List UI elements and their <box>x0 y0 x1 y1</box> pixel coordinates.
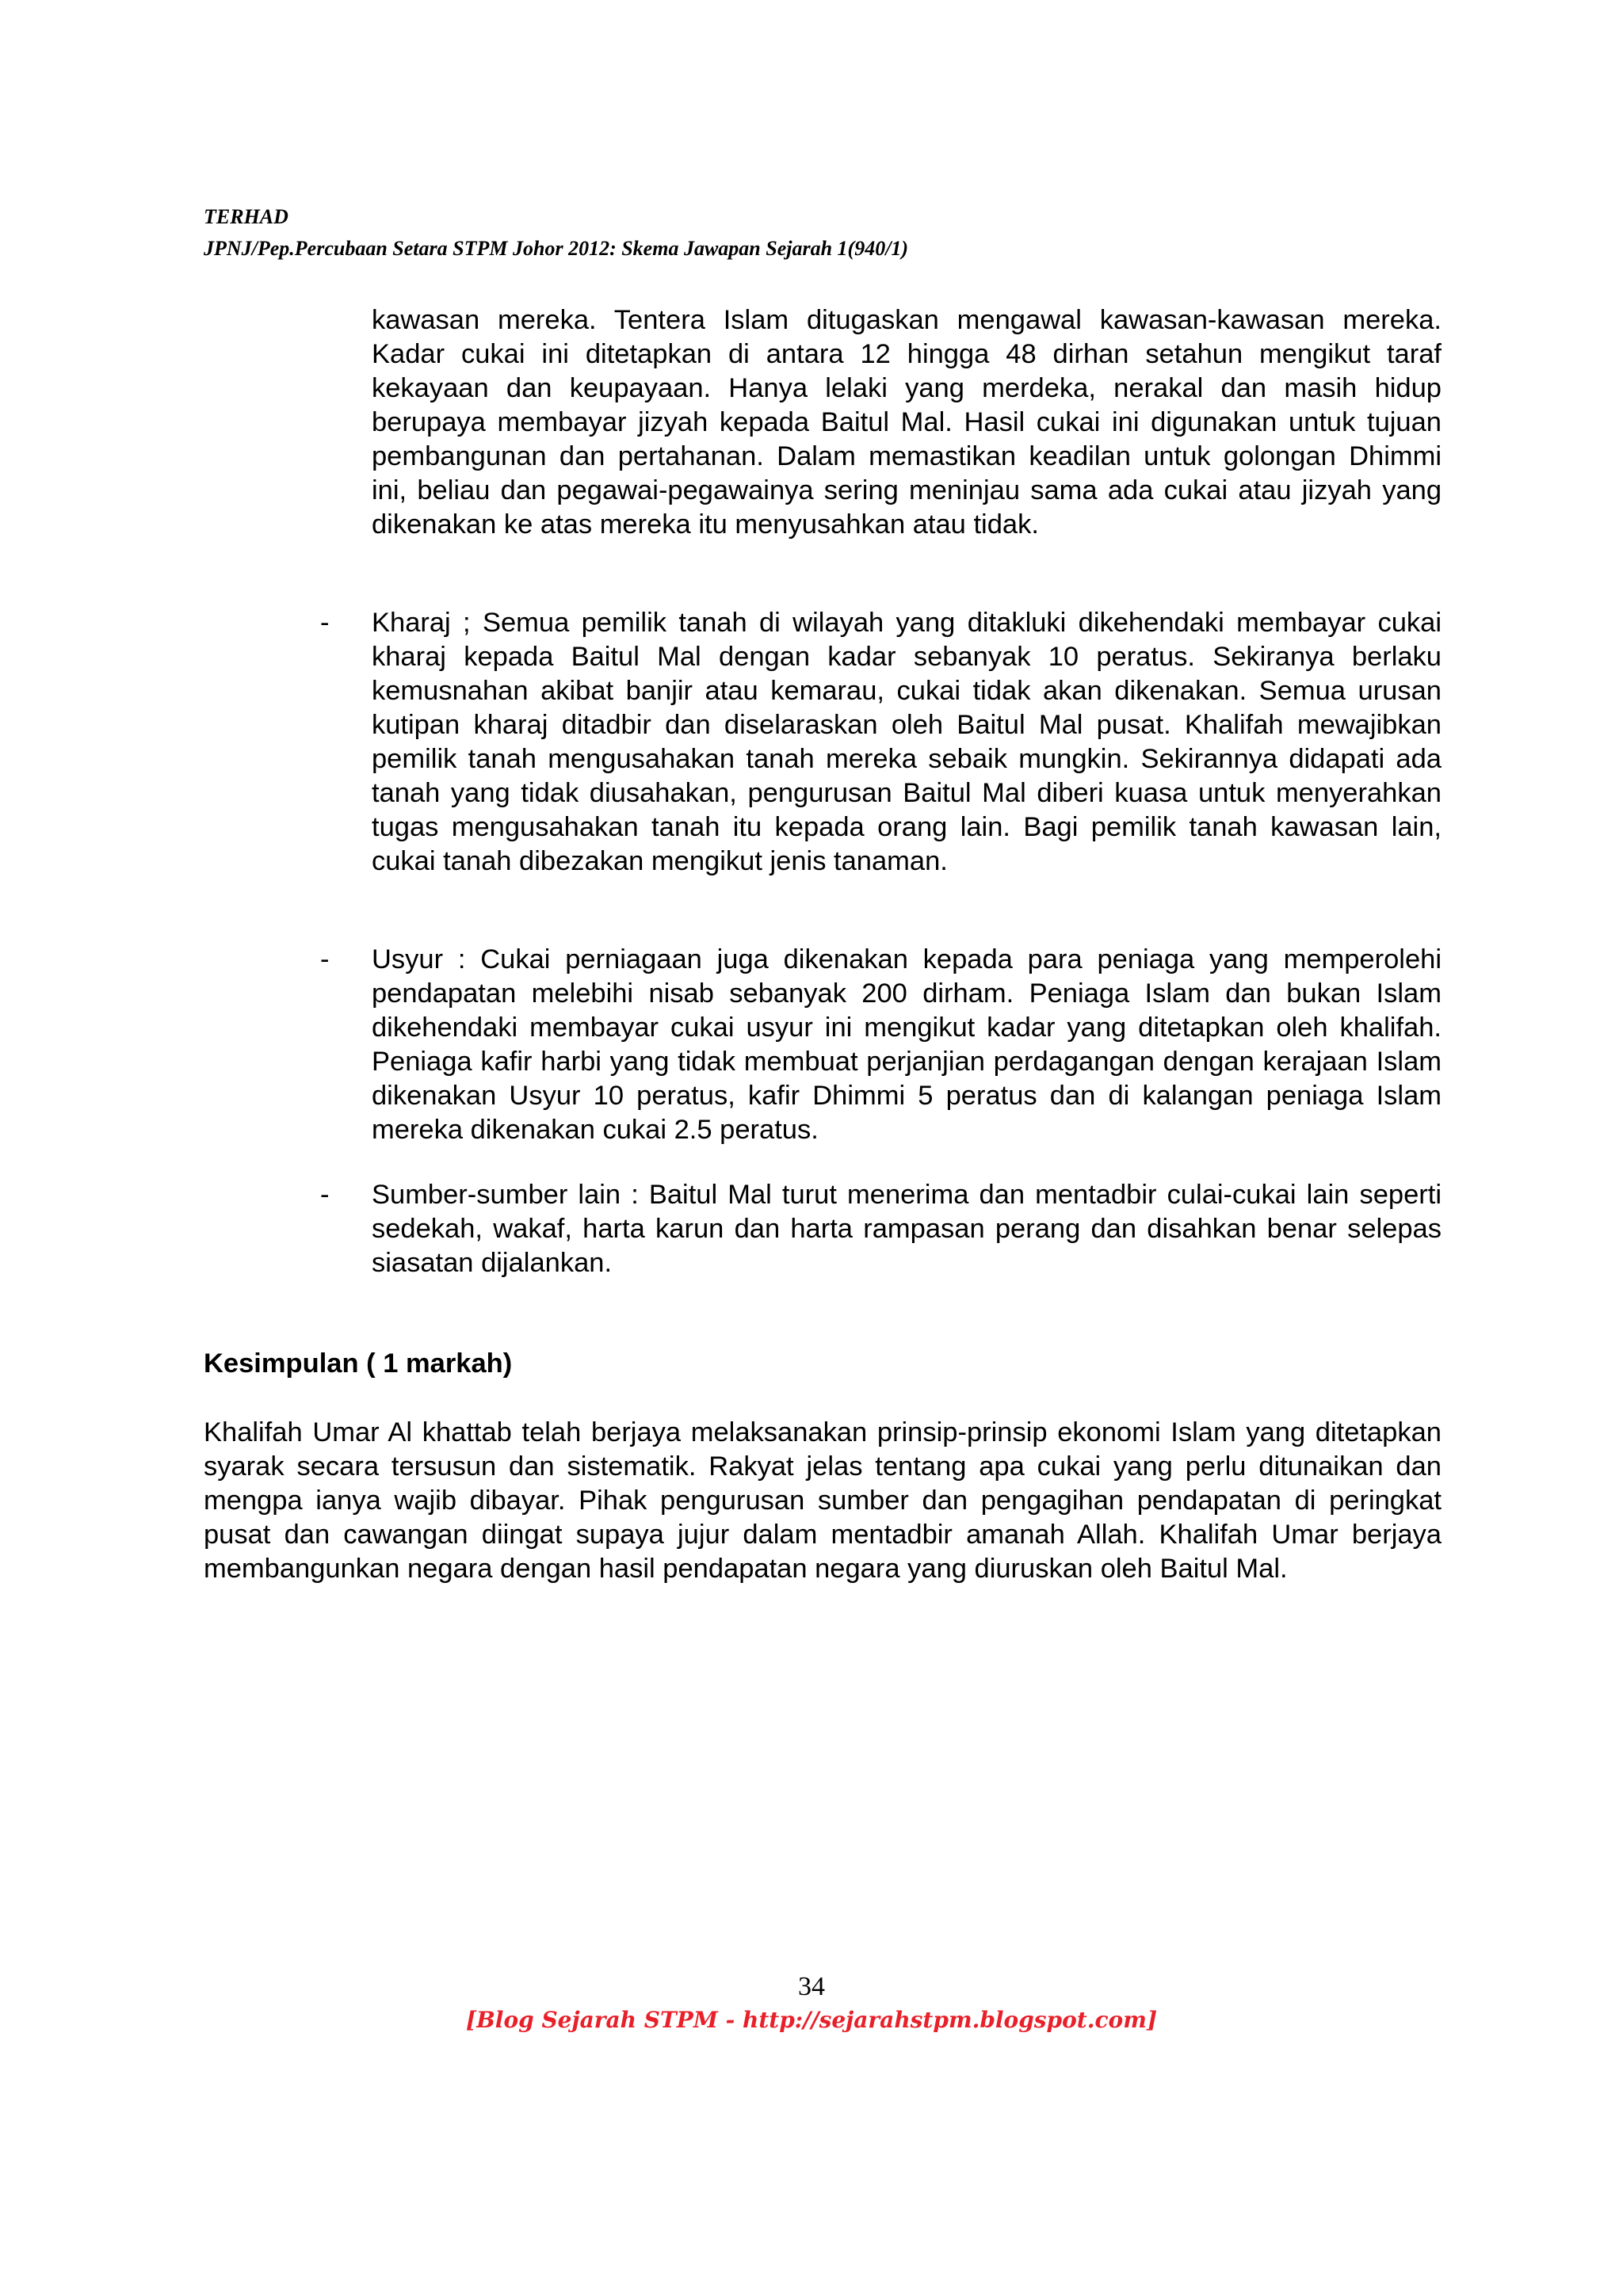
header-classification: TERHAD <box>204 205 288 228</box>
intro-paragraph: kawasan mereka. Tentera Islam ditugaskan mengawal kawasan-kawasan mereka. Kadar cukai ini ditetapkan di antara 12 hingga 48 dirhan setahun mengikut taraf kekayaan dan keupayaan. Hanya lelaki yang merdeka, nerakal dan masih hidup berupaya membayar jizyah kepada Baitul Mal. Hasil cukai ini digunakan untuk tujuan pembangunan dan pertahanan. Dalam memastikan keadilan untuk golongan Dhimmi ini, beliau dan pegawai-pegawainya sering meninjau sama ada cukai atau jizyah yang dikenakan ke atas mereka itu menyusahkan atau tidak. <box>372 305 1442 540</box>
bullet-dash: - <box>320 944 330 974</box>
bullet-text: Kharaj ; Semua pemilik tanah di wilayah yang ditakluki dikehendaki membayar cukai kharaj kepada Baitul Mal dengan kadar sebanyak 10 peratus. Sekiranya berlaku kemusnahan akibat banjir atau kemarau, cukai tidak akan dikenakan. Semua urusan kutipan kharaj ditadbir dan diselaraskan oleh Baitul Mal pusat. Khalifah mewajibkan pemilik tanah mengusahakan tanah mereka sebaik mungkin. Sekirannya didapati ada tanah yang tidak diusahakan, pengurusan Baitul Mal diberi kuasa untuk menyerahkan tugas mengusahakan tanah itu kepada orang lain. Bagi pemilik tanah kawasan lain, cukai tanah dibezakan mengikut jenis tanaman. <box>372 608 1442 876</box>
page-number: 34 <box>798 1972 825 2001</box>
footer-blog-link[interactable]: [Blog Sejarah STPM - http://sejarahstpm.blogspot.com] <box>465 2007 1158 2033</box>
conclusion-paragraph: Khalifah Umar Al khattab telah berjaya melaksanakan prinsip-prinsip ekonomi Islam yang ditetapkan syarak secara tersusun dan sistematik. Rakyat jelas tentang apa cukai yang perlu ditunaikan dan mengpa ianya wajib dibayar. Pihak pengurusan sumber dan pengagihan pendapatan di peringkat pusat dan cawangan diingat supaya jujur dalam mentadbir amanah Allah. Khalifah Umar berjaya membangunkan negara dengan hasil pendapatan negara yang diuruskan oleh Baitul Mal. <box>204 1417 1442 1584</box>
conclusion-title: Kesimpulan ( 1 markah) <box>204 1348 513 1379</box>
bullet-text: Usyur : Cukai perniagaan juga dikenakan kepada para peniaga yang memperolehi pendapatan melebihi nisab sebanyak 200 dirham. Peniaga Islam dan bukan Islam dikehendaki membayar cukai usyur ini mengikut kadar yang ditetapkan oleh khalifah. Peniaga kafir harbi yang tidak membuat perjanjian perdagangan dengan kerajaan Islam dikenakan Usyur 10 peratus, kafir Dhimmi 5 peratus dan di kalangan peniaga Islam mereka dikenakan cukai 2.5 peratus. <box>372 944 1442 1145</box>
header-subtitle: JPNJ/Pep.Percubaan Setara STPM Johor 2012: Skema Jawapan Sejarah 1(940/1) <box>204 237 909 260</box>
bullet-dash: - <box>320 608 330 638</box>
bullet-text: Sumber-sumber lain : Baitul Mal turut menerima dan mentadbir culai-cukai lain seperti sedekah, wakaf, harta karun dan harta rampasan perang dan disahkan benar selepas siasatan dijalankan. <box>372 1180 1442 1278</box>
bullet-dash: - <box>320 1180 330 1210</box>
